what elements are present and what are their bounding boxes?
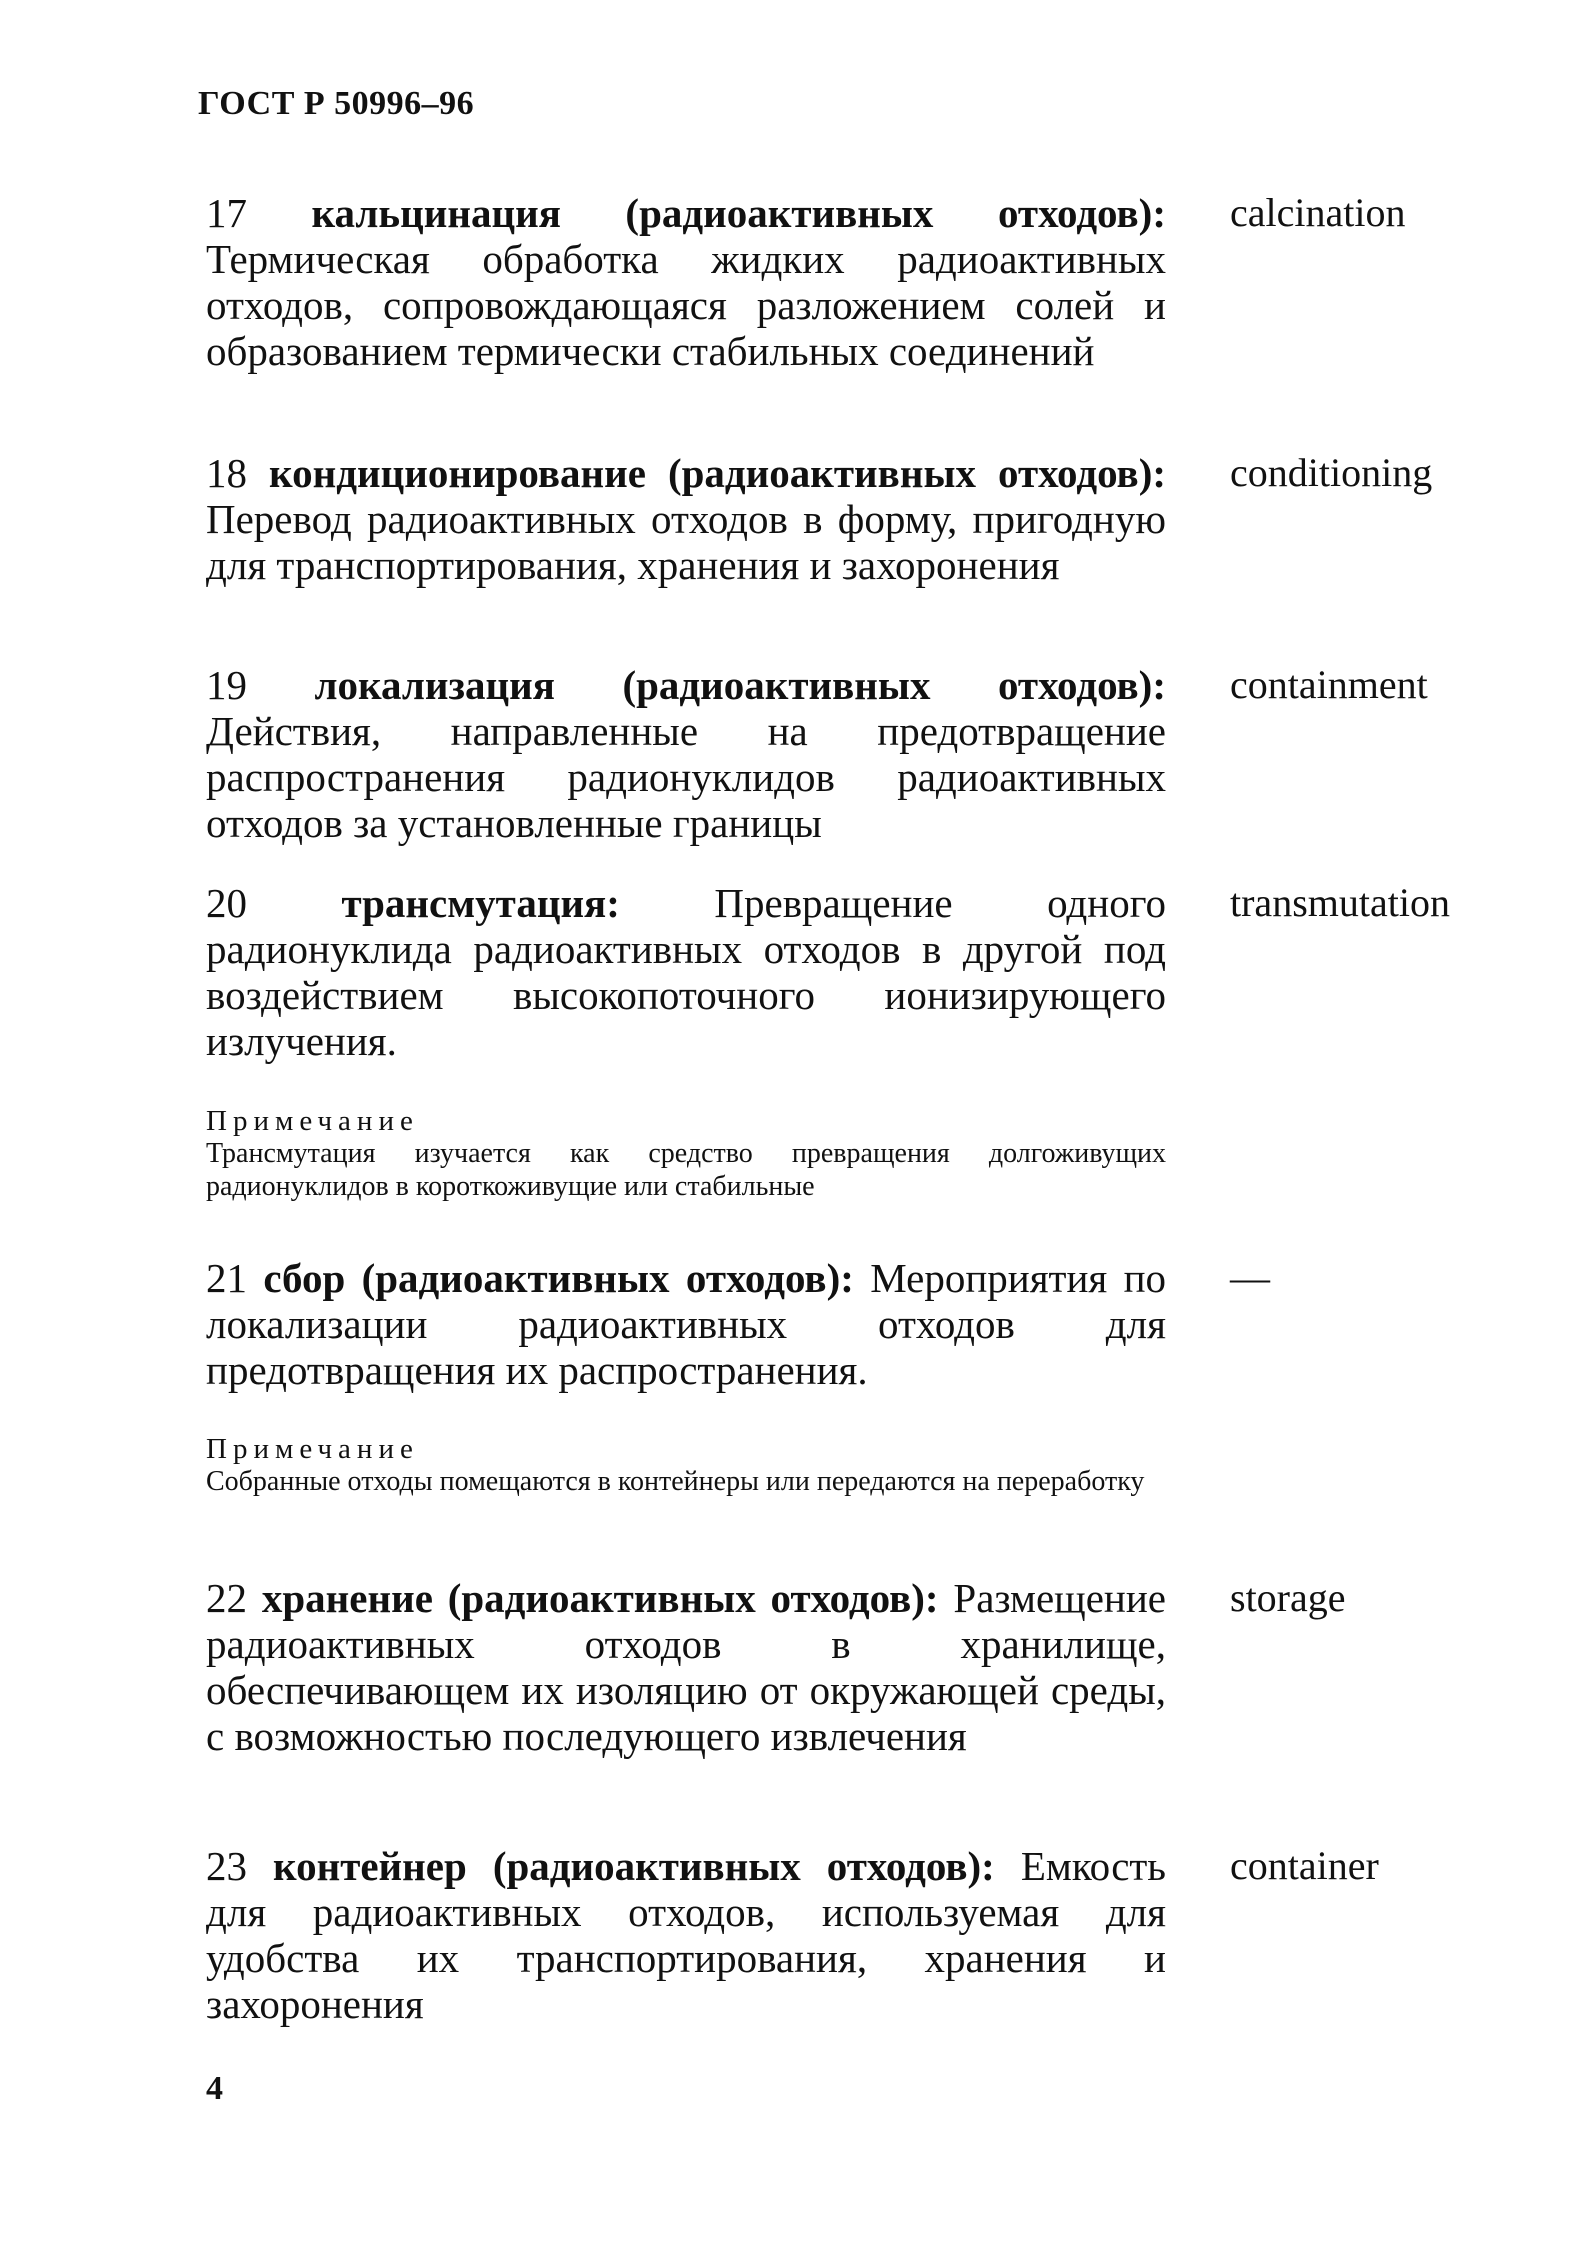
term-entry-20 [206, 880, 1166, 1064]
english-equivalent-20: transmutation [1230, 880, 1450, 925]
entry-term: локализация (радиоактивных отходов): [314, 662, 1166, 708]
document-header: ГОСТ Р 50996–96 [198, 85, 475, 122]
entry-term: хранение (радиоактивных отходов): [261, 1575, 939, 1621]
entry-definition [206, 880, 1166, 1064]
entry-number: 22 [206, 1575, 247, 1621]
english-equivalent-17: calcination [1230, 190, 1406, 235]
note-title: Примечание [206, 1105, 419, 1137]
entry-number: 17 [206, 190, 247, 236]
entry-number: 23 [206, 1843, 247, 1889]
note-title: Примечание [206, 1433, 419, 1465]
entry-definition [206, 1575, 1166, 1759]
entry-body: Термическая обработка жидких радиоактивных отходов, сопровождающаяся разложением солей и образованием термически стабильных соединений [206, 236, 1166, 374]
page-number: 4 [206, 2070, 223, 2107]
entry-definition [206, 1255, 1166, 1393]
note-text: Трансмутация изучается как средство превращения долгоживущих радионуклидов в короткоживущие или стабильные [206, 1138, 1166, 1202]
entry-body: Емкость для радиоактивных отходов, используемая для удобства их транспортирования, хранения и захоронения [206, 1843, 1167, 2027]
english-equivalent-21: — [1230, 1255, 1270, 1300]
entry-term: трансмутация: [341, 880, 620, 926]
english-equivalent-19: containment [1230, 662, 1428, 707]
entry-term: кальцинация (радиоактивных отходов): [311, 190, 1166, 236]
entry-number: 19 [206, 662, 247, 708]
term-entry-22 [206, 1575, 1166, 1759]
entry-definition [206, 450, 1166, 588]
term-entry-21 [206, 1255, 1166, 1393]
entry-definition [206, 190, 1166, 374]
term-entry-23 [206, 1843, 1166, 2027]
entry-term: сбор (радиоактивных отходов): [263, 1255, 854, 1301]
term-entry-19 [206, 662, 1166, 846]
english-equivalent-22: storage [1230, 1575, 1346, 1620]
note-block-2 [206, 1433, 1166, 1498]
note-text: Собранные отходы помещаются в контейнеры или передаются на переработку [206, 1466, 1145, 1497]
entry-number: 21 [206, 1255, 247, 1301]
english-equivalent-23: container [1230, 1843, 1379, 1888]
note-block-1 [206, 1105, 1166, 1203]
entry-body: Размещение радиоактивных отходов в хранилище, обеспечивающем их изоляцию от окружающей среды, с возможностью последующего извлечения [206, 1575, 1166, 1759]
entry-number: 18 [206, 450, 247, 496]
entry-definition [206, 1843, 1166, 2027]
entry-term: кондиционирование (радиоактивных отходов): [269, 450, 1167, 496]
entry-definition [206, 662, 1166, 846]
term-entry-17 [206, 190, 1166, 374]
english-equivalent-18: conditioning [1230, 450, 1433, 495]
entry-body: Мероприятия по локализации радиоактивных отходов для предотвращения их распространения. [206, 1255, 1167, 1393]
entry-term: контейнер (радиоактивных отходов): [273, 1843, 995, 1889]
entry-number: 20 [206, 880, 247, 926]
entry-body: Превращение одного радионуклида радиоактивных отходов в другой под воздействием высокопоточного ионизирующего излучения. [206, 880, 1166, 1064]
entry-body: Действия, направленные на предотвращение распространения радионуклидов радиоактивных отходов за установленные границы [206, 708, 1166, 846]
entry-body: Перевод радиоактивных отходов в форму, пригодную для транспортирования, хранения и захоронения [206, 496, 1166, 588]
term-entry-18 [206, 450, 1166, 588]
